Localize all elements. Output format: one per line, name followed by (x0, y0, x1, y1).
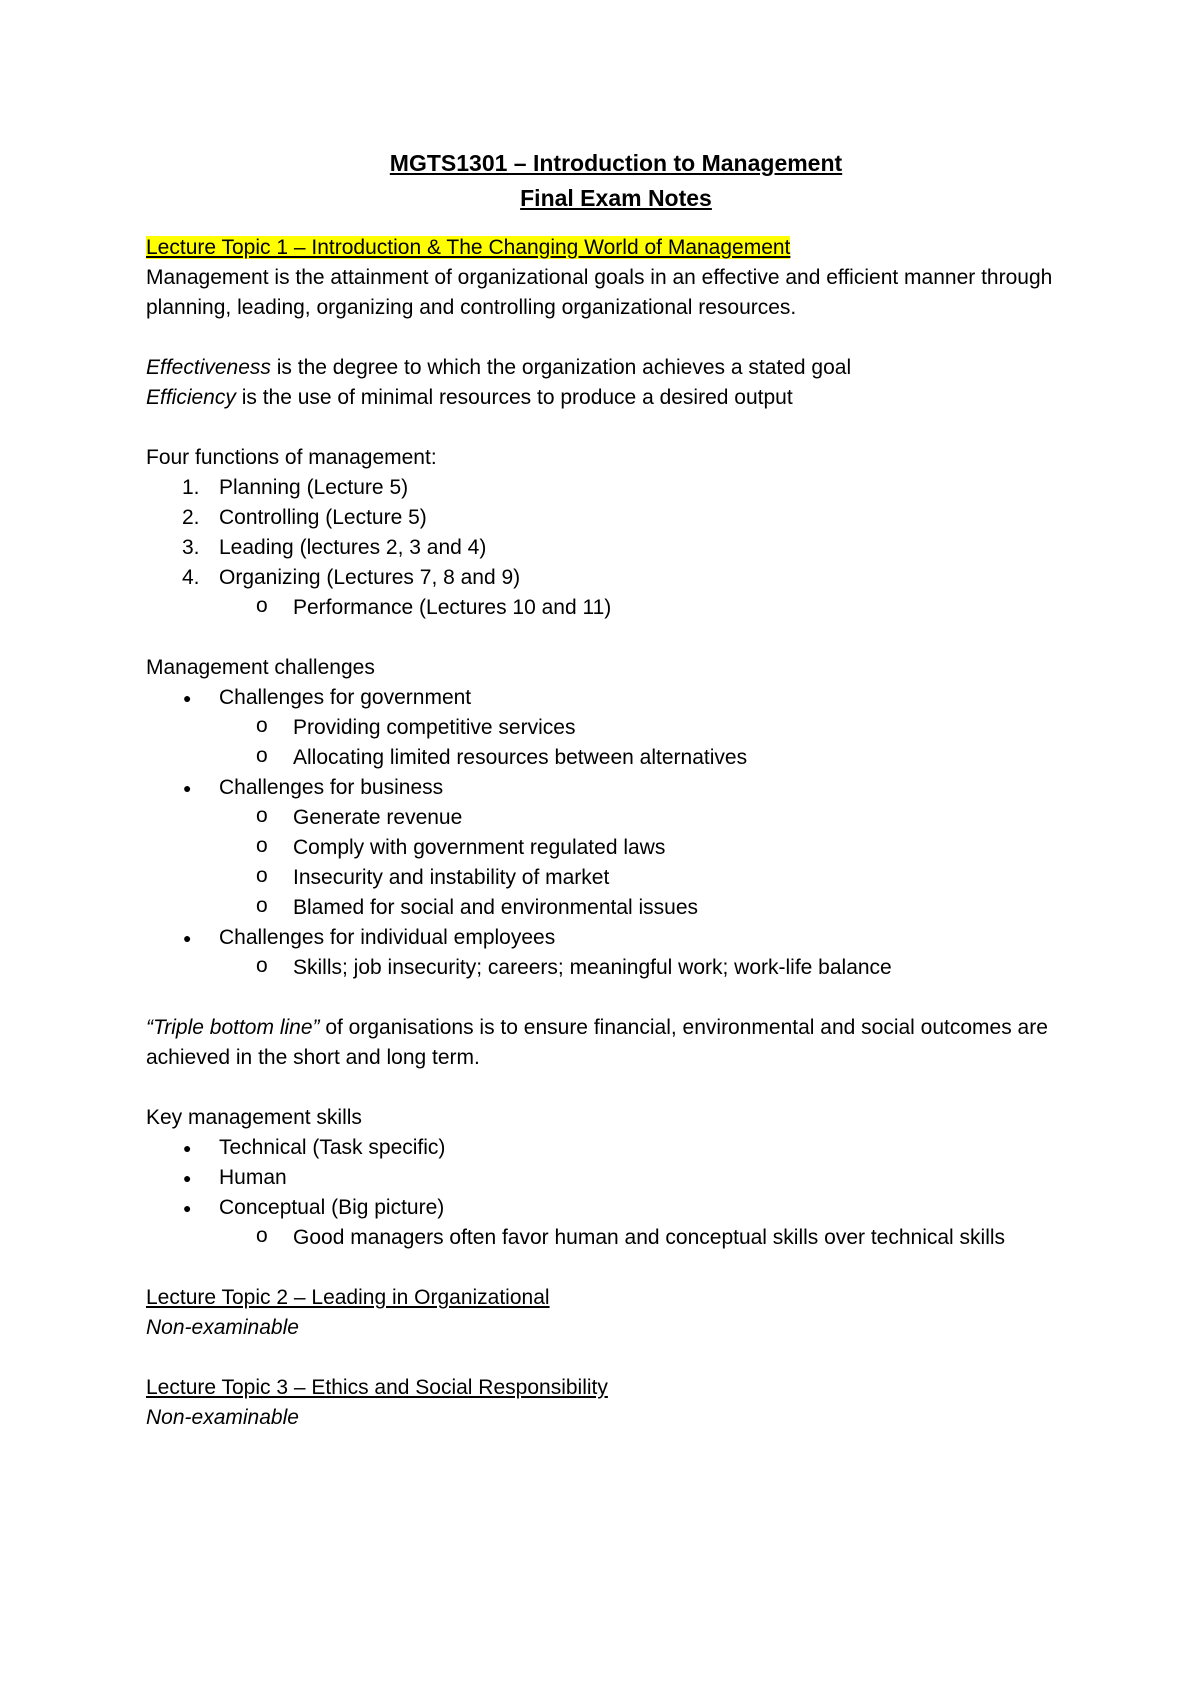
sub-bullet-marker: o (256, 714, 268, 737)
topic1-heading-text: Lecture Topic 1 – Introduction & The Changing World of Management (146, 236, 791, 259)
triple-bottom-line (146, 1013, 1086, 1073)
sub-list-item-text: Insecurity and instability of market (293, 866, 610, 889)
list-item-text: Organizing (Lectures 7, 8 and 9) (219, 566, 521, 589)
bullet-marker: ● (183, 1200, 192, 1216)
bullet-item-text: Conceptual (Big picture) (219, 1196, 445, 1219)
document-title: MGTS1301 – Introduction to Management (389, 150, 843, 176)
sub-list-item (146, 803, 1086, 833)
sub-list-item (146, 953, 1086, 983)
efficiency-term: Efficiency (146, 386, 236, 409)
efficiency-definition (146, 383, 1086, 413)
triple-bottom-line-text: of organisations is to ensure financial, environmental and social outcomes are achieved in the short and long term. (146, 1016, 1048, 1069)
bullet-marker: ● (183, 690, 192, 706)
bullet-item (146, 1193, 1086, 1223)
sub-list-item-text: Generate revenue (293, 806, 463, 829)
bullet-item (146, 773, 1086, 803)
topic3-heading-text: Lecture Topic 3 – Ethics and Social Responsibility (146, 1376, 608, 1399)
sub-bullet-marker: o (256, 744, 268, 767)
topic2-note: Non-examinable (146, 1316, 299, 1339)
sub-list-item (146, 833, 1086, 863)
sub-list-item (146, 893, 1086, 923)
list-number: 2. (182, 506, 200, 529)
efficiency-text: is the use of minimal resources to produce a desired output (235, 386, 793, 409)
topic2-heading-text: Lecture Topic 2 – Leading in Organizational (146, 1286, 550, 1309)
list-number: 1. (182, 476, 200, 499)
topic1-heading (146, 233, 1086, 263)
sub-list-item-text: Skills; job insecurity; careers; meaningful work; work-life balance (293, 956, 892, 979)
sub-list-item (146, 743, 1086, 773)
bullet-item (146, 1163, 1086, 1193)
bullet-item (146, 1133, 1086, 1163)
challenges-intro: Management challenges (146, 656, 375, 679)
sub-list-item-text: Good managers often favor human and conceptual skills over technical skills (293, 1226, 1006, 1249)
document-subtitle: Final Exam Notes (520, 185, 712, 211)
management-definition: Management is the attainment of organizational goals in an effective and efficient manner through planning, leading, organizing and controlling organizational resources. (146, 266, 1053, 319)
effectiveness-text: is the degree to which the organization achieves a stated goal (270, 356, 852, 379)
list-item (146, 473, 1086, 503)
functions-intro: Four functions of management: (146, 446, 437, 469)
topic3-note: Non-examinable (146, 1406, 299, 1429)
sub-list-item (146, 713, 1086, 743)
bullet-item-text: Challenges for individual employees (219, 926, 556, 949)
list-item-text: Planning (Lecture 5) (219, 476, 409, 499)
bullet-item-text: Technical (Task specific) (219, 1136, 446, 1159)
sub-list-item (146, 863, 1086, 893)
sub-list-item-text: Performance (Lectures 10 and 11) (293, 596, 612, 619)
sub-bullet-marker: o (256, 864, 268, 887)
sub-list-item-text: Allocating limited resources between alternatives (293, 746, 748, 769)
sub-bullet-marker: o (256, 1224, 268, 1247)
list-item-text: Leading (lectures 2, 3 and 4) (219, 536, 487, 559)
bullet-item-text: Challenges for business (219, 776, 444, 799)
bullet-marker: ● (183, 780, 192, 796)
sub-bullet-marker: o (256, 834, 268, 857)
effectiveness-term: Effectiveness (146, 356, 271, 379)
sub-bullet-marker: o (256, 894, 268, 917)
list-number: 4. (182, 566, 200, 589)
list-item (146, 533, 1086, 563)
bullet-item (146, 923, 1086, 953)
sub-list-item (146, 593, 1086, 623)
bullet-item (146, 683, 1086, 713)
bullet-item-text: Human (219, 1166, 287, 1189)
bullet-item-text: Challenges for government (219, 686, 472, 709)
effectiveness-definition (146, 353, 1086, 383)
list-item-text: Controlling (Lecture 5) (219, 506, 427, 529)
list-number: 3. (182, 536, 200, 559)
sub-bullet-marker: o (256, 804, 268, 827)
topic3-heading (146, 1373, 1086, 1403)
sub-bullet-marker: o (256, 594, 268, 617)
sub-bullet-marker: o (256, 954, 268, 977)
sub-list-item-text: Blamed for social and environmental issues (293, 896, 699, 919)
bullet-marker: ● (183, 1170, 192, 1186)
list-item (146, 563, 1086, 593)
skills-intro: Key management skills (146, 1106, 362, 1129)
bullet-marker: ● (183, 930, 192, 946)
topic2-heading (146, 1283, 1086, 1313)
document-content (146, 146, 1086, 1433)
sub-list-item-text: Comply with government regulated laws (293, 836, 666, 859)
bullet-marker: ● (183, 1140, 192, 1156)
list-item (146, 503, 1086, 533)
triple-bottom-line-term: “Triple bottom line” (146, 1016, 320, 1039)
sub-list-item-text: Providing competitive services (293, 716, 576, 739)
sub-list-item (146, 1223, 1086, 1253)
